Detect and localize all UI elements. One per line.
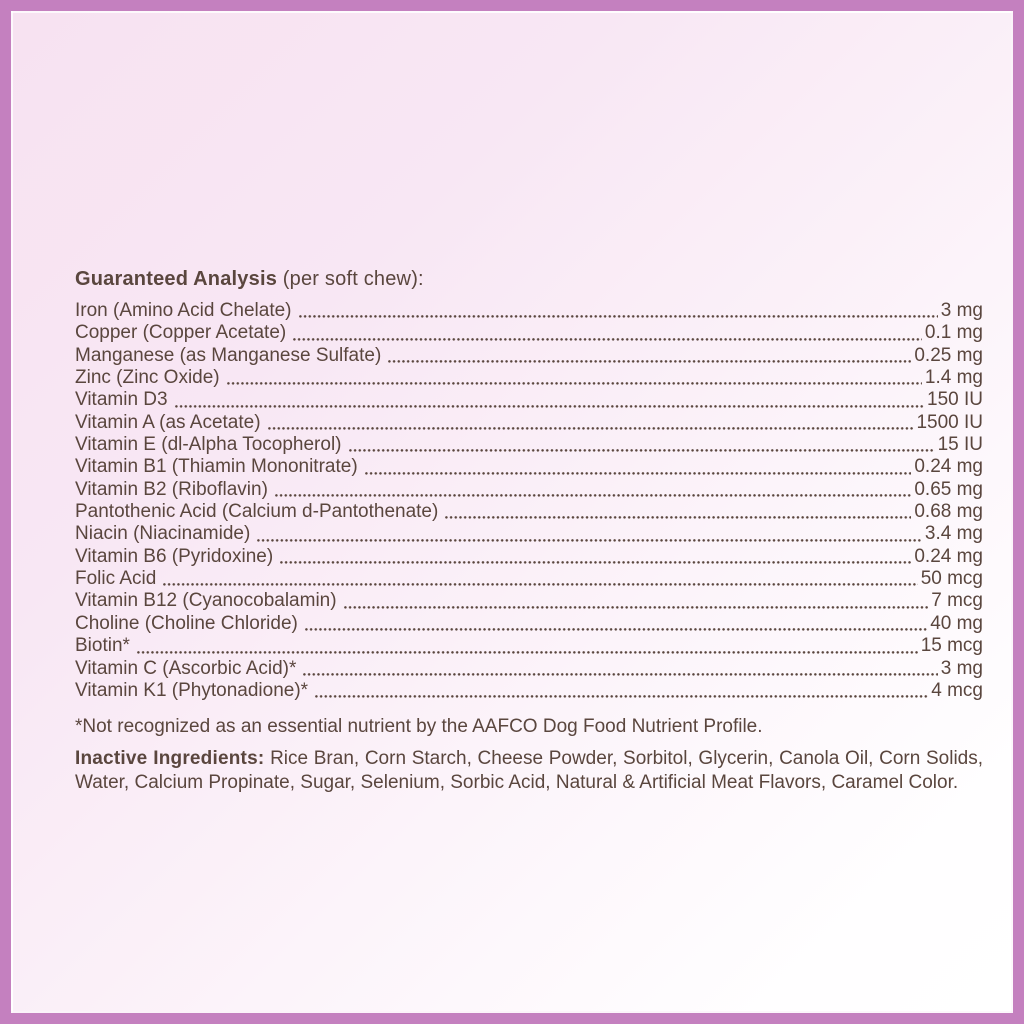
nutrient-row [75, 658, 983, 680]
nutrient-name: Vitamin C (Ascorbic Acid)* [75, 657, 297, 679]
leader-dots [227, 367, 922, 389]
leader-dots [349, 434, 935, 456]
nutrient-row [75, 613, 983, 635]
nutrient-row [75, 523, 983, 545]
nutrient-name: Niacin (Niacinamide) [75, 523, 251, 545]
heading-note: (per soft chew): [282, 268, 424, 290]
leader-dots [163, 568, 917, 590]
nutrient-row [75, 345, 983, 367]
nutrient-row [75, 367, 983, 389]
nutrient-row [75, 568, 983, 590]
nutrient-name: Zinc (Zinc Oxide) [75, 367, 220, 389]
leader-dots [275, 479, 911, 501]
leader-dots [445, 501, 911, 523]
nutrient-value: 0.25 mg [914, 344, 983, 366]
nutrient-name: Vitamin B12 (Cyanocobalamin) [75, 590, 337, 612]
nutrient-row [75, 546, 983, 568]
nutrient-row [75, 322, 983, 344]
nutrient-value: 15 IU [937, 434, 983, 456]
nutrient-row [75, 590, 983, 612]
nutrient-name: Iron (Amino Acid Chelate) [75, 300, 292, 321]
nutrient-name: Vitamin B6 (Pyridoxine) [75, 545, 274, 567]
label-content [75, 267, 983, 794]
nutrient-value: 1.4 mg [924, 367, 983, 389]
nutrient-name: Folic Acid [75, 568, 157, 590]
leader-dots [365, 456, 912, 478]
leader-dots [315, 680, 928, 702]
leader-dots [137, 635, 918, 657]
nutrient-row [75, 680, 983, 702]
nutrient-list [75, 300, 983, 702]
nutrient-value: 0.68 mg [914, 501, 983, 523]
nutrient-row [75, 635, 983, 657]
nutrient-name: Vitamin E (dl-Alpha Tocopherol) [75, 434, 342, 456]
nutrient-name: Copper (Copper Acetate) [75, 322, 287, 344]
nutrient-value: 0.24 mg [914, 545, 983, 567]
heading-text: Guaranteed Analysis [75, 268, 278, 290]
leader-dots [268, 412, 914, 434]
nutrient-value: 40 mg [930, 612, 983, 634]
leader-dots [303, 658, 937, 680]
nutrient-value: 50 mcg [920, 568, 983, 590]
nutrient-value: 3 mg [940, 657, 983, 679]
leader-dots [293, 322, 922, 344]
nutrient-name: Vitamin B2 (Riboflavin) [75, 478, 268, 500]
leader-dots [305, 613, 927, 635]
aafco-footnote: *Not recognized as an essential nutrient by the AAFCO Dog Food Nutrient Profile. [75, 716, 763, 738]
nutrient-name: Vitamin A (as Acetate) [75, 411, 261, 433]
nutrient-value: 150 IU [927, 389, 983, 411]
leader-dots [257, 523, 922, 545]
nutrient-row [75, 389, 983, 411]
leader-dots [299, 300, 938, 322]
nutrient-row [75, 300, 983, 322]
nutrient-name: Choline (Choline Chloride) [75, 612, 298, 634]
nutrient-row [75, 456, 983, 478]
leader-dots [344, 590, 929, 612]
inactive-ingredients [75, 747, 983, 794]
inactive-ingredients-heading: Inactive Ingredients: [75, 748, 265, 770]
nutrient-name: Vitamin K1 (Phytonadione)* [75, 679, 309, 701]
nutrient-row [75, 412, 983, 434]
nutrient-value: 1500 IU [916, 411, 983, 433]
guaranteed-analysis-heading [75, 267, 983, 291]
nutrient-name: Biotin* [75, 635, 130, 657]
leader-dots [175, 389, 924, 411]
label-inner-panel [11, 11, 1013, 1013]
leader-dots [388, 345, 911, 367]
nutrient-value: 0.1 mg [924, 322, 983, 344]
nutrient-value: 15 mcg [920, 635, 983, 657]
nutrient-value: 0.65 mg [914, 478, 983, 500]
inactive-ingredients-text: Rice Bran, Corn Starch, Cheese Powder, Sorbitol, Glycerin, Canola Oil, Corn Solids, Water, Calcium Propinate, Sugar, Selenium, Sorbic Acid, Natural & Artificial Meat Flavors, Caramel Color. [75, 748, 984, 793]
nutrient-name: Vitamin D3 [75, 389, 168, 411]
nutrient-value: 7 mcg [931, 590, 983, 612]
leader-dots [280, 546, 911, 568]
nutrient-name: Pantothenic Acid (Calcium d-Pantothenate) [75, 501, 439, 523]
nutrient-row [75, 434, 983, 456]
nutrient-value: 3 mg [940, 300, 983, 321]
nutrient-value: 3.4 mg [924, 523, 983, 545]
nutrient-row [75, 479, 983, 501]
nutrient-value: 0.24 mg [914, 456, 983, 478]
nutrient-name: Manganese (as Manganese Sulfate) [75, 344, 382, 366]
nutrient-row [75, 501, 983, 523]
nutrient-name: Vitamin B1 (Thiamin Mononitrate) [75, 456, 358, 478]
nutrient-value: 4 mcg [931, 679, 983, 701]
